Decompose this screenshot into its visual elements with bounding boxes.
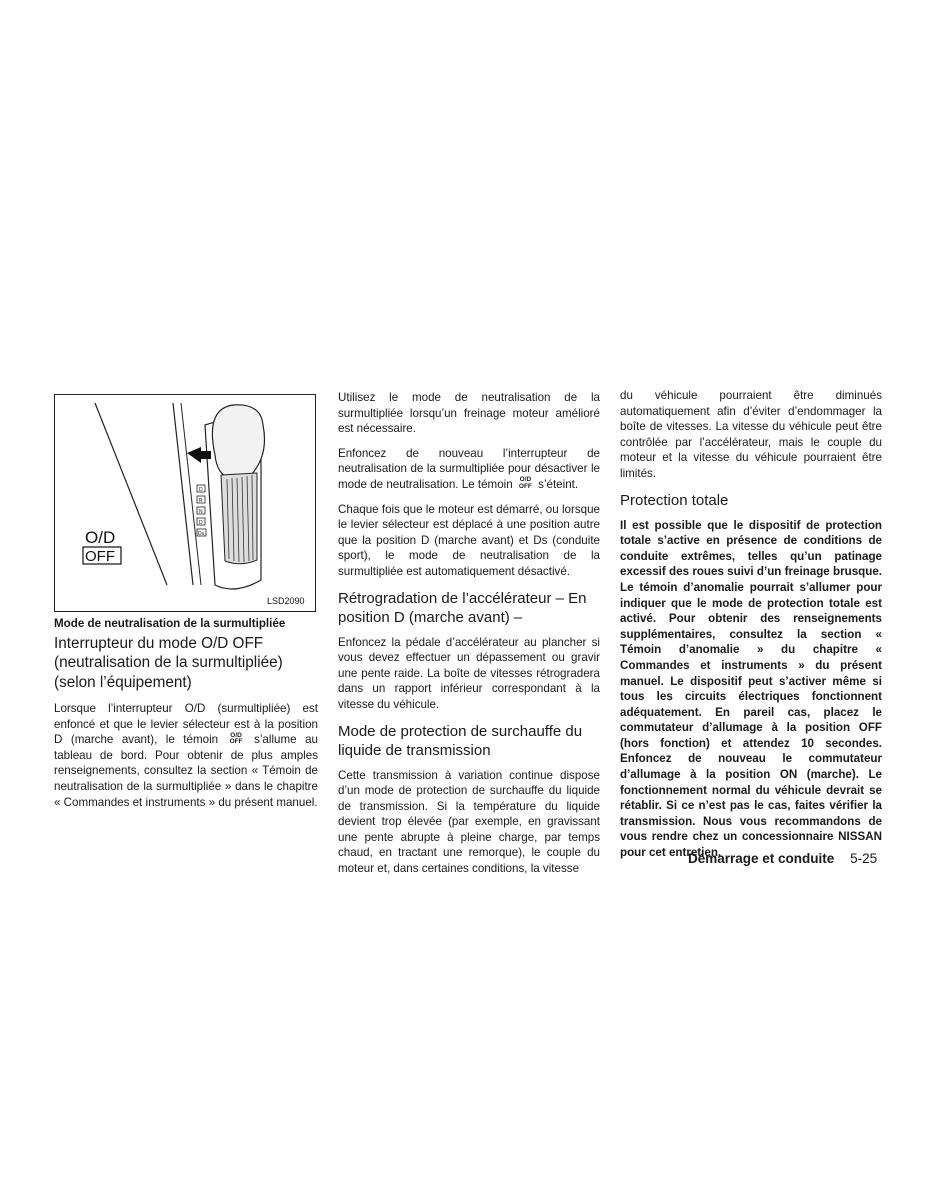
paragraph-text: s’éteint. bbox=[538, 477, 579, 491]
page-number: 5-25 bbox=[850, 851, 878, 866]
paragraph-bold: Il est possible que le dispositif de protection totale s’active en présence de conditions de conduite extrêmes, telles qu’un patinage excessif des roues suivi d’un freinage brusque. Le témoin d’anomalie pourrait s’allumer pour indiquer que le mode de protection totale est activé. Pour obtenir des renseignements supplémentaires, consultez la section « Témoin d’anomalie » du chapitre « Commandes et instruments » du présent manuel. Le dispositif peut s’activer même si tous les circuits électriques fonctionnent adéquatement. En pareil cas, placez le commutateur d’allumage à la position OFF (hors fonction) et attendez 10 secondes. Enfoncez de nouveau le commutateur d’allumage à la position ON (marche). Le fonctionnement normal du véhicule devrait se rétablir. Si ce n’est pas le cas, faites vérifier la transmission. Nous vous recommandons de vous rendre chez un concessionnaire NISSAN pour cet entretien. bbox=[620, 518, 882, 860]
section-heading-kickdown: Rétrogradation de l’accélérateur – En position D (marche avant) – bbox=[338, 589, 587, 626]
section-heading-od-off: Interrupteur du mode O/D OFF (neutralisation de la surmultipliée) (selon l’équipement) bbox=[54, 634, 283, 691]
paragraph: du véhicule pourraient être diminués automatiquement afin d’éviter d’endommager la boîte de vitesses. La vitesse du véhicule peut être contrôlée par l’accélérateur, mais le couple du moteur et la vitesse du véhicule pourraient être limités. bbox=[620, 389, 882, 480]
paragraph-text: Lorsque l’interrupteur O/D (surmultipliée) est enfoncé et que le levier sélecteur est à la position D (marche avant), le témoin bbox=[54, 702, 318, 747]
page-footer bbox=[688, 851, 877, 866]
paragraph bbox=[54, 701, 318, 810]
gear-selector-drawing bbox=[55, 395, 315, 611]
column-2 bbox=[338, 390, 600, 886]
paragraph: Utilisez le mode de neutralisation de la surmultipliée lorsqu’un freinage moteur amélioré est nécessaire. bbox=[338, 391, 600, 436]
off-label: OFF bbox=[85, 548, 115, 565]
gear-indicator-label: R bbox=[199, 498, 203, 504]
paragraph: Enfoncez la pédale d’accélérateur au plancher si vous devez effectuer un dépassement ou gravir une pente raide. La boîte de vitesses rétrogradera dans un rapport inférieur correspondant à la vitesse du véhicule. bbox=[338, 635, 600, 711]
section-heading-fluid-protection: Mode de protection de surchauffe du liquide de transmission bbox=[338, 722, 583, 759]
gear-selector-illustration bbox=[54, 394, 316, 612]
gear-indicator-label: D bbox=[199, 487, 203, 493]
od-off-indicator-icon: O/D OFF bbox=[518, 476, 532, 490]
od-label: O/D bbox=[85, 528, 116, 547]
paragraph: Cette transmission à variation continue dispose d’un mode de protection de surchauffe du liquide de transmission. Si la température du liquide devient trop élevée (par exemple, en gravissant une pente abrupte à pleine charge, par temps chaud, en tractant une remorque), le couple du moteur et, dans certaines conditions, la vitesse bbox=[338, 768, 600, 876]
paragraph-text: s’allume au tableau de bord. Pour obtenir de plus amples renseignements, consultez la section « Témoin de neutralisation de la surmultipliée » dans le chapitre « Commandes et instruments » du présent manuel. bbox=[54, 733, 318, 809]
paragraph bbox=[338, 446, 600, 493]
figure-reference: LSD2090 bbox=[267, 596, 305, 606]
column-3 bbox=[620, 388, 882, 870]
paragraph: Chaque fois que le moteur est démarré, ou lorsque le levier sélecteur est déplacé à une position autre que la position D (marche avant) et Ds (conduite sport), le mode de neutralisation de la surmultipliée est automatiquement désactivé. bbox=[338, 502, 600, 578]
gear-indicator-label: Ds bbox=[198, 531, 205, 537]
gear-indicator-label: D bbox=[199, 520, 203, 526]
figure-caption: Mode de neutralisation de la surmultipliée bbox=[54, 617, 286, 630]
od-off-indicator-icon: O/D OFF bbox=[229, 731, 243, 746]
gear-indicator-label: N bbox=[199, 509, 203, 515]
chapter-title: Démarrage et conduite bbox=[688, 851, 835, 866]
section-heading-fail-safe: Protection totale bbox=[620, 491, 729, 509]
paragraph-text: Enfoncez de nouveau l’interrupteur de neutralisation de la surmultipliée pour désactiver le mode de neutralisation. Le témoin bbox=[338, 446, 600, 491]
column-1 bbox=[54, 388, 318, 819]
